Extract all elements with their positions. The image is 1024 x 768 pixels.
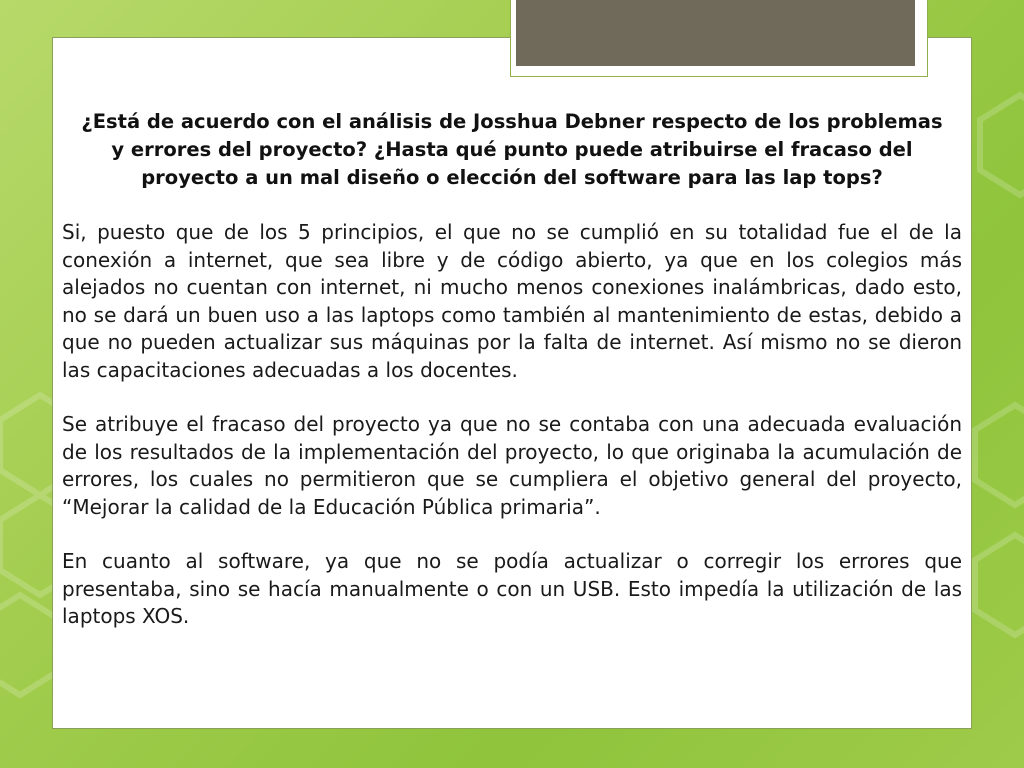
title-placeholder-bar (516, 0, 915, 66)
slide-body (62, 108, 962, 631)
answer-paragraph: En cuanto al software, ya que no se podía actualizar o corregir los errores que presentaba, sino se hacía manualmente o con un USB. Esto impedía la utilización de las laptops XOS. (62, 549, 962, 628)
answer-paragraph: Se atribuye el fracaso del proyecto ya que no se contaba con una adecuada evaluación de los resultados de la implementación del proyecto, lo que originaba la acumulación de errores, los cuales no permitieron que se cumpliera el objetivo general del proyecto, “Mejorar la calidad de la Educación Pública primaria”. (62, 412, 962, 519)
slide-question: ¿Está de acuerdo con el análisis de Josshua Debner respecto de los problemas y errores del proyecto? ¿Hasta qué punto puede atribuirse el fracaso del proyecto a un mal diseño o elección del software para las lap tops? (81, 110, 943, 189)
answer-paragraph: Si, puesto que de los 5 principios, el que no se cumplió en su totalidad fue el de la conexión a internet, que sea libre y de código abierto, ya que en los colegios más alejados no cuentan con internet, ni mucho menos conexiones inalámbricas, dado esto, no se dará un buen uso a las laptops como también al mantenimiento de estas, debido a que no pueden actualizar sus máquinas por la falta de internet. Así mismo no se dieron las capacitaciones adecuadas a los docentes. (62, 220, 962, 382)
